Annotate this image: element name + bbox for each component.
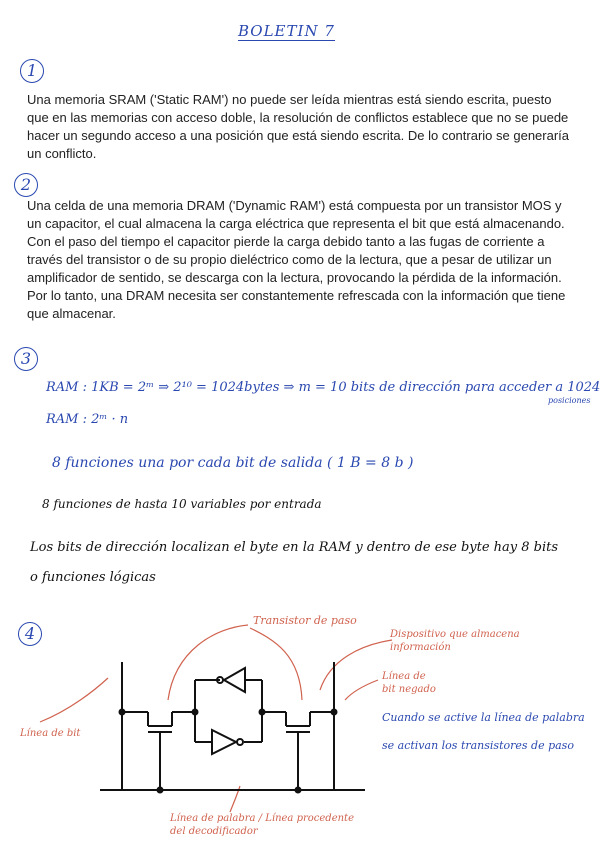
note-word-line: Cuando se active la línea de palabra bbox=[382, 711, 585, 724]
circuit-lines bbox=[100, 662, 365, 790]
transistor-label: Transistor de paso bbox=[253, 614, 357, 627]
logic-functions-line: o funciones lógicas bbox=[30, 570, 156, 585]
page-title: BOLETIN 7 bbox=[238, 22, 335, 40]
functions-variables-line: 8 funciones de hasta 10 variables por entrada bbox=[42, 497, 322, 511]
circuit-nodes bbox=[119, 709, 338, 794]
ram-size-line: RAM : 2ᵐ · n bbox=[46, 412, 129, 427]
section-number-1: 1 bbox=[20, 59, 44, 83]
section-number-4: 4 bbox=[18, 622, 42, 646]
ram-calc-line: RAM : 1KB = 2ᵐ ⇒ 2¹⁰ = 1024bytes ⇒ m = 10 bits de dirección para acceder a 1024 bbox=[46, 380, 600, 395]
ram-calc-positions: posiciones bbox=[548, 396, 591, 405]
bit-line-label: Línea de bit bbox=[20, 728, 81, 739]
inverter-bottom bbox=[212, 730, 236, 754]
section-1-text: Una memoria SRAM ('Static RAM') no puede ser leída mientras está siendo escrita, puesto que en las memorias con acceso doble, la resolución de conflictos establece que no se puede hacer un segundo acceso a una posición que está siendo escrita. De lo contrario se generaría un conflicto. bbox=[27, 92, 570, 161]
word-line-label: Línea de palabra / Línea procedente del decodificador bbox=[170, 813, 354, 837]
note-transistors: se activan los transistores de paso bbox=[382, 739, 574, 752]
section-2-text: Una celda de una memoria DRAM ('Dynamic RAM') está compuesta por un transistor MOS y un capacitor, el cual almacena la carga eléctrica que representa el bit que está almacenando. Con el paso del tiempo el capacitor pierde la carga debido tanto a las fugas de corriente a través del transistor o de su propio dieléctrico como de la lectura, que a pesar de utilizar un amplificador de sentido, se descarga con la lectura, provocando la pérdida de la información. Por lo tanto, una DRAM necesita ser constantemente refrescada con la información que tiene que almacenar. bbox=[27, 198, 566, 321]
inverter-top bbox=[224, 668, 245, 692]
annotation-arrows bbox=[40, 625, 392, 812]
storage-label: Dispositivo que almacena información bbox=[390, 629, 520, 653]
section-number-2: 2 bbox=[14, 173, 38, 197]
section-number-3: 3 bbox=[14, 347, 38, 371]
functions-per-bit-line: 8 funciones una por cada bit de salida ( 1 B = 8 b ) bbox=[52, 455, 414, 471]
bit-negado-label: Línea de bit negado bbox=[382, 671, 436, 695]
address-bits-line: Los bits de dirección localizan el byte en la RAM y dentro de ese byte hay 8 bits bbox=[30, 540, 559, 555]
